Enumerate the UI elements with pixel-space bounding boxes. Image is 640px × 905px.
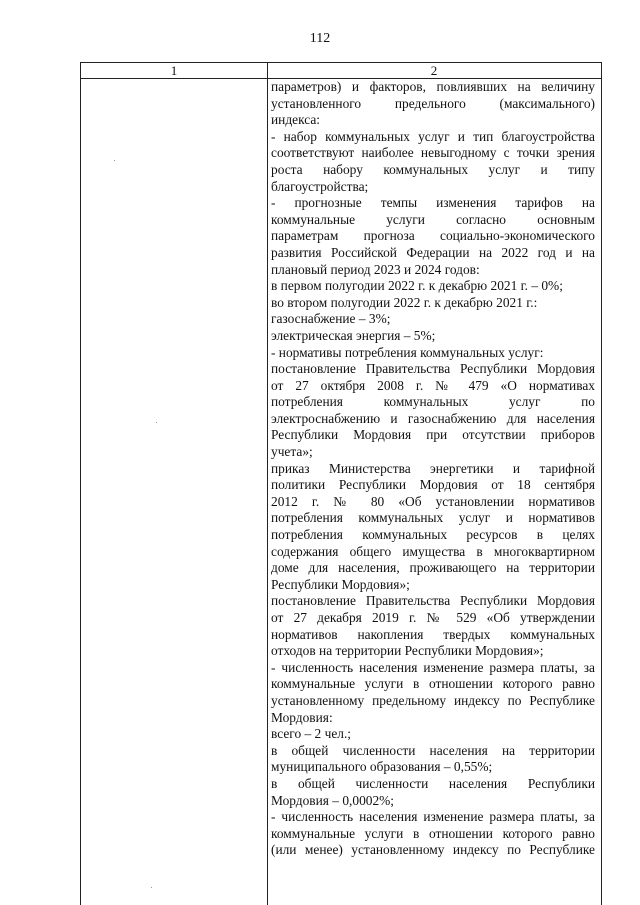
text-line: Мордовия – 0,0002%; (271, 792, 395, 808)
text-line: роста набору коммунальных услуг и типу (271, 161, 595, 177)
text-line: нормативов накопления твердых коммунальных (271, 626, 595, 642)
text-line: плановый период 2023 и 2024 годов: (271, 261, 480, 277)
text-line: постановление Правительства Республики Мордовия (271, 593, 595, 609)
scan-mark: · (155, 417, 158, 427)
text-line: от 27 декабря 2019 г. № 529 «Об утверждении (271, 610, 595, 625)
text-line: Республики Мордовия при отсутствии приборов (271, 427, 595, 443)
text-line: индекса: (271, 112, 321, 128)
text-line: коммунальные услуги согласно основным (271, 211, 595, 227)
text-line: электроснабжению и газоснабжению для населения (271, 410, 595, 426)
text-line: параметров) и факторов, повлиявших на величину (271, 79, 595, 94)
text-line: постановление Правительства Республики Мордовия (271, 361, 595, 377)
text-line: Республики Мордовия»; (271, 576, 410, 592)
text-line: муниципального образования – 0,55%; (271, 759, 493, 775)
text-line: содержания общего имущества в многоквартирном (271, 543, 595, 559)
text-line: - прогнозные темпы изменения тарифов на (271, 195, 595, 211)
page-number: 112 (309, 31, 331, 46)
column-header-1: 1 (170, 63, 178, 78)
text-line: - набор коммунальных услуг и тип благоустройства (271, 128, 595, 144)
text-line: параметрам прогноза социально-экономического (271, 228, 595, 244)
text-line: отходов на территории Республики Мордовия»; (271, 643, 544, 659)
table-header-row (81, 63, 601, 79)
text-line: потребления коммунальных ресурсов в целях (271, 527, 595, 543)
text-line: развития Российской Федерации на 2022 год и на (271, 244, 595, 260)
text-line: (или менее) установленному индексу по Республике (271, 842, 595, 858)
column-header-2: 2 (430, 63, 438, 78)
document-table (80, 62, 602, 905)
text-line: в общей численности населения Республики (271, 775, 595, 791)
text-line: коммунальные услуги в отношении которого равно (271, 676, 595, 692)
text-line: в общей численности населения на территории (271, 742, 595, 758)
text-line: установленного предельного (максимального) (271, 95, 595, 111)
text-line: политики Республики Мордовия от 18 сентября (271, 477, 595, 493)
column-divider (267, 63, 268, 905)
text-line: во втором полугодии 2022 г. к декабрю 2021 г.: (271, 294, 538, 310)
text-line: в первом полугодии 2022 г. к декабрю 2021 г. – 0%; (271, 278, 563, 294)
text-line: Мордовия: (271, 709, 333, 725)
text-line: потребления коммунальных услуг и нормативов (271, 510, 595, 526)
text-line: всего – 2 чел.; (271, 726, 352, 742)
text-line: учета»; (271, 444, 313, 460)
text-line: благоустройства; (271, 178, 369, 194)
text-line: от 27 октября 2008 г. № 479 «О нормативах (271, 377, 595, 393)
column-2-text (271, 79, 595, 859)
text-line: коммунальные услуги в отношении которого равно (271, 825, 595, 841)
text-line: - численность населения изменение размера платы, за (271, 809, 595, 825)
text-line: 2012 г. № 80 «Об установлении нормативов (271, 493, 595, 509)
text-line: установленному предельному индексу по Республике (271, 692, 595, 708)
text-line: потребления коммунальных услуг по (271, 394, 595, 410)
text-line: газоснабжение – 3%; (271, 311, 391, 327)
scan-mark: · (150, 882, 153, 892)
text-line: - нормативы потребления коммунальных услуг: (271, 344, 544, 360)
scan-mark: · (113, 155, 116, 165)
text-line: приказ Министерства энергетики и тарифной (271, 460, 595, 476)
text-line: соответствуют наиболее невыгодному с точки зрения (271, 145, 595, 161)
text-line: электрическая энергия – 5%; (271, 327, 436, 343)
text-line: - численность населения изменение размера платы, за (271, 659, 595, 675)
text-line: доме для населения, проживающего на территории (271, 560, 595, 576)
